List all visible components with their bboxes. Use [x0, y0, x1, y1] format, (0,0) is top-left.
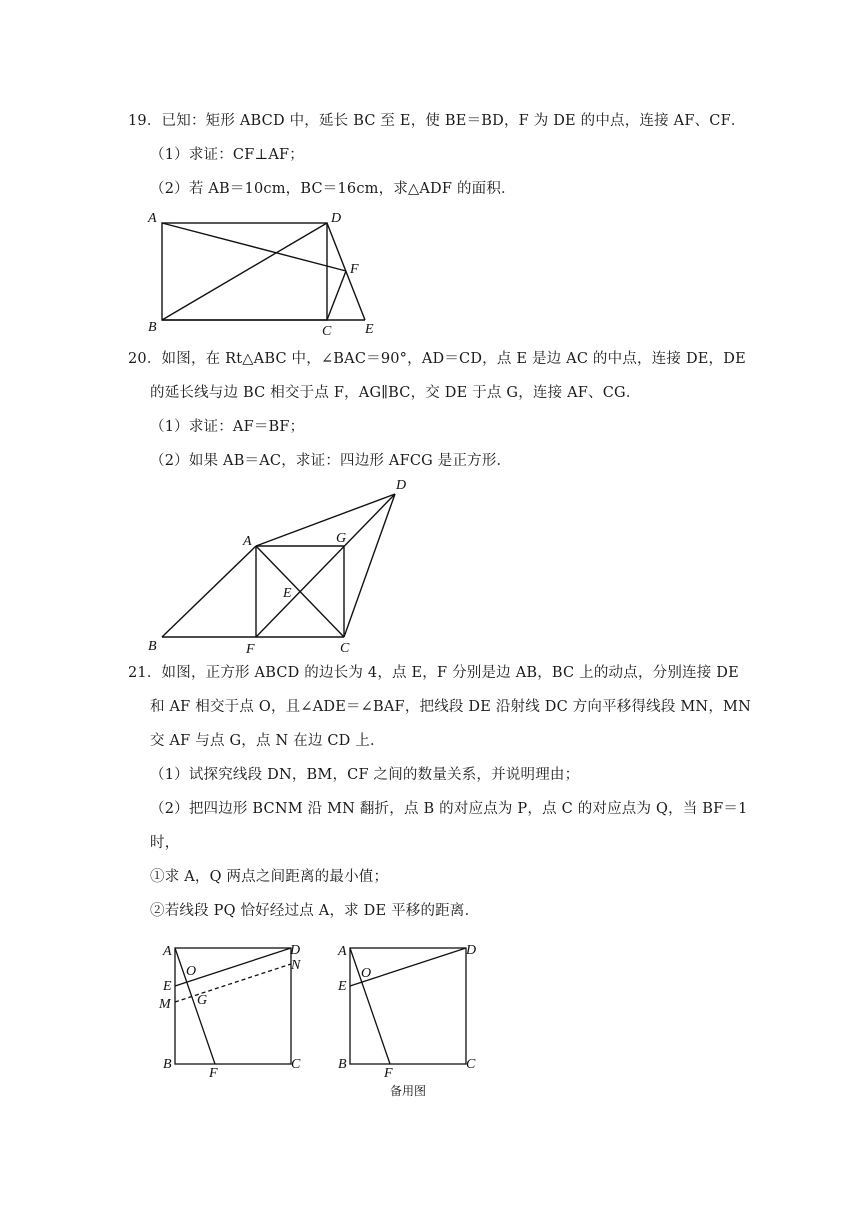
- label-d: D: [331, 211, 342, 226]
- label-c: C: [340, 641, 350, 656]
- label-b: B: [338, 1057, 347, 1072]
- label-b: B: [148, 639, 157, 654]
- spare-figure-caption: 备用图: [390, 1084, 427, 1098]
- label-g: G: [197, 993, 208, 1008]
- q21-part2-line1: （2）把四边形 BCNM 沿 MN 翻折，点 B 的对应点为 P，点 C 的对应点为 Q，当 BF＝1: [150, 801, 748, 817]
- segment-df: [256, 494, 395, 637]
- label-d: D: [466, 943, 477, 958]
- segment-af: [162, 223, 346, 271]
- q21-figure-2: [330, 938, 490, 1098]
- q20-part1: （1）求证：AF＝BF；: [150, 419, 305, 435]
- label-c: C: [322, 324, 332, 339]
- q19-figure: [140, 205, 385, 340]
- segment-cf: [327, 271, 346, 320]
- label-c: C: [466, 1057, 476, 1072]
- q21-stem-line1: 21．如图，正方形 ABCD 的边长为 4，点 E，F 分别是边 AB，BC 上的动点，分别连接 DE: [128, 665, 739, 681]
- label-g: G: [336, 531, 347, 546]
- segment-ab: [162, 546, 256, 637]
- label-d: D: [396, 478, 407, 493]
- q21-stem-line2: 和 AF 相交于点 O，且∠ADE＝∠BAF，把线段 DE 沿射线 DC 方向平移得线段 MN，MN: [150, 699, 751, 715]
- segment-dc: [344, 494, 395, 637]
- label-f: F: [246, 642, 255, 657]
- q20-stem-line1: 20．如图，在 Rt△ABC 中，∠BAC＝90°，AD＝CD，点 E 是边 AC 的中点，连接 DE，DE: [128, 351, 746, 367]
- label-e: E: [338, 979, 347, 994]
- label-f: F: [350, 262, 359, 277]
- q21-stem-line3: 交 AF 与点 G，点 N 在边 CD 上．: [150, 733, 385, 749]
- label-d: D: [290, 943, 301, 958]
- label-c: C: [291, 1057, 301, 1072]
- label-o: O: [186, 964, 197, 979]
- q21-sub1: ①求 A，Q 两点之间距离的最小值；: [150, 869, 389, 885]
- q19-part2: （2）若 AB＝10cm，BC＝16cm，求△ADF 的面积．: [150, 181, 516, 197]
- diagonal-bd: [162, 223, 327, 320]
- label-b: B: [148, 320, 157, 335]
- label-a: A: [163, 944, 172, 959]
- q21-sub2: ②若线段 PQ 恰好经过点 A，求 DE 平移的距离．: [150, 903, 480, 919]
- q20-stem-line2: 的延长线与边 BC 相交于点 F，AG∥BC，交 DE 于点 G，连接 AF、CG．: [150, 385, 641, 401]
- label-a: A: [338, 944, 347, 959]
- label-e: E: [163, 979, 172, 994]
- label-a: A: [148, 211, 157, 226]
- q21-figure-1: [155, 938, 315, 1078]
- label-o: O: [361, 966, 372, 981]
- q20-part2: （2）如果 AB＝AC，求证：四边形 AFCG 是正方形．: [150, 453, 512, 469]
- q21-part2-line2: 时，: [150, 835, 180, 851]
- q19-part1: （1）求证：CF⊥AF；: [150, 147, 304, 163]
- label-e: E: [365, 322, 374, 337]
- label-a: A: [243, 534, 252, 549]
- label-b: B: [163, 1057, 172, 1072]
- q20-figure: [140, 470, 420, 660]
- label-f: F: [209, 1066, 218, 1078]
- label-f: F: [384, 1066, 393, 1081]
- segment-ad: [256, 494, 395, 546]
- label-e: E: [283, 586, 292, 601]
- q19-stem: 19．已知：矩形 ABCD 中，延长 BC 至 E，使 BE＝BD，F 为 DE 的中点，连接 AF、CF．: [128, 113, 746, 129]
- label-n: N: [291, 958, 301, 973]
- q21-part1: （1）试探究线段 DN，BM，CF 之间的数量关系，并说明理由；: [150, 767, 580, 783]
- label-m: M: [159, 997, 171, 1012]
